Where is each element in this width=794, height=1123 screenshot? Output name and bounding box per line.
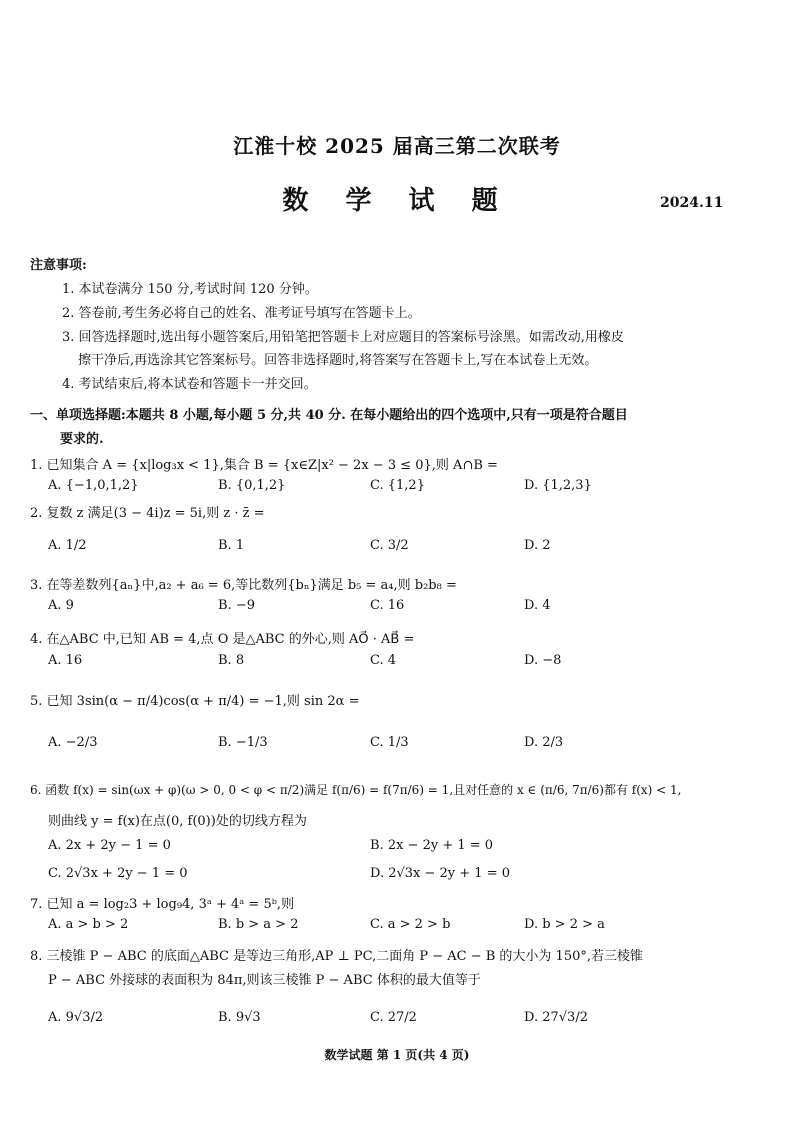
question-stem: 3. 在等差数列{aₙ}中,a₂ + a₆ = 6,等比数列{bₙ}满足 b₅ = a₄,则 b₂b₈ = (30, 578, 457, 593)
option-a: A. −2/3 (48, 735, 98, 750)
option-b: B. 8 (218, 653, 245, 668)
option-a: A. 9√3/2 (48, 1010, 104, 1025)
option-b: B. 2x − 2y + 1 = 0 (370, 838, 494, 853)
option-d: D. 27√3/2 (524, 1010, 588, 1025)
school-title: 江淮十校 2025 届高三第二次联考 (233, 134, 561, 158)
option-d: D. b > 2 > a (524, 917, 605, 932)
question-stem: 7. 已知 a = log₂3 + log₉4, 3ᵃ + 4ᵃ = 5ᵇ,则 (30, 897, 295, 912)
question-stem: 6. 函数 f(x) = sin(ωx + φ)(ω > 0, 0 < φ < π/2)满足 f(π/6) = f(7π/6) = 1,且对任意的 x ∈ (π/6, 7π/6)都有 f(x) < 1, (30, 783, 682, 797)
option-d: D. 2√3x − 2y + 1 = 0 (370, 866, 511, 881)
note-item: 2. 答卷前,考生务必将自己的姓名、准考证号填写在答题卡上。 (62, 306, 421, 321)
option-b: B. b > a > 2 (218, 917, 299, 932)
notes-title: 注意事项: (30, 258, 87, 273)
option-b: B. −1/3 (218, 735, 268, 750)
option-b: B. {0,1,2} (218, 478, 286, 493)
option-a: A. {−1,0,1,2} (48, 478, 139, 493)
option-b: B. −9 (218, 598, 255, 613)
question-stem-continued: P − ABC 外接球的表面积为 84π,则该三棱锥 P − ABC 体积的最大值等于 (48, 973, 481, 988)
option-c: C. 27/2 (370, 1010, 417, 1025)
option-c: C. 16 (370, 598, 405, 613)
option-b: B. 9√3 (218, 1010, 261, 1025)
option-c: C. 2√3x + 2y − 1 = 0 (48, 866, 188, 881)
note-item: 4. 考试结束后,将本试卷和答题卡一并交回。 (62, 377, 317, 392)
page-footer: 数学试题 第 1 页(共 4 页) (324, 1048, 470, 1062)
option-d: D. 4 (524, 598, 551, 613)
question-stem-continued: 则曲线 y = f(x)在点(0, f(0))处的切线方程为 (48, 814, 307, 829)
option-b: B. 1 (218, 538, 245, 553)
option-c: C. 3/2 (370, 538, 409, 553)
section-heading: 一、单项选择题:本题共 8 小题,每小题 5 分,共 40 分. 在每小题给出的四个选项中,只有一项是符合题目 (30, 408, 628, 423)
option-a: A. 2x + 2y − 1 = 0 (48, 838, 171, 853)
option-c: C. 4 (370, 653, 397, 668)
option-c: C. a > 2 > b (370, 917, 451, 932)
option-d: D. {1,2,3} (524, 478, 592, 493)
option-a: A. 9 (48, 598, 74, 613)
option-c: C. 1/3 (370, 735, 409, 750)
option-d: D. −8 (524, 653, 562, 668)
option-a: A. 1/2 (48, 538, 87, 553)
option-d: D. 2/3 (524, 735, 564, 750)
note-item: 1. 本试卷满分 150 分,考试时间 120 分钟。 (62, 282, 318, 297)
note-item: 3. 回答选择题时,选出每小题答案后,用铅笔把答题卡上对应题目的答案标号涂黑。如需改动,用橡皮 (62, 330, 624, 345)
option-a: A. a > b > 2 (48, 917, 129, 932)
question-stem: 5. 已知 3sin(α − π/4)cos(α + π/4) = −1,则 sin 2α = (30, 694, 360, 709)
note-item-continued: 擦干净后,再选涂其它答案标号。回答非选择题时,将答案写在答题卡上,写在本试卷上无效。 (78, 353, 598, 368)
question-stem: 1. 已知集合 A = {x|log₃x < 1},集合 B = {x∈Z|x² − 2x − 3 ≤ 0},则 A∩B = (30, 458, 498, 473)
option-d: D. 2 (524, 538, 551, 553)
option-a: A. 16 (48, 653, 83, 668)
option-c: C. {1,2} (370, 478, 425, 493)
question-stem: 8. 三棱锥 P − ABC 的底面△ABC 是等边三角形,AP ⊥ PC,二面角 P − AC − B 的大小为 150°,若三棱锥 (30, 949, 644, 964)
exam-date: 2024.11 (660, 195, 724, 211)
subject-title: 数 学 试 题 (282, 186, 512, 216)
question-stem: 4. 在△ABC 中,已知 AB = 4,点 O 是△ABC 的外心,则 AO⃗ · AB⃗ = (30, 632, 415, 647)
question-stem: 2. 复数 z 满足(3 − 4i)z = 5i,则 z · z̄ = (30, 506, 265, 521)
section-heading-continued: 要求的. (60, 432, 104, 447)
